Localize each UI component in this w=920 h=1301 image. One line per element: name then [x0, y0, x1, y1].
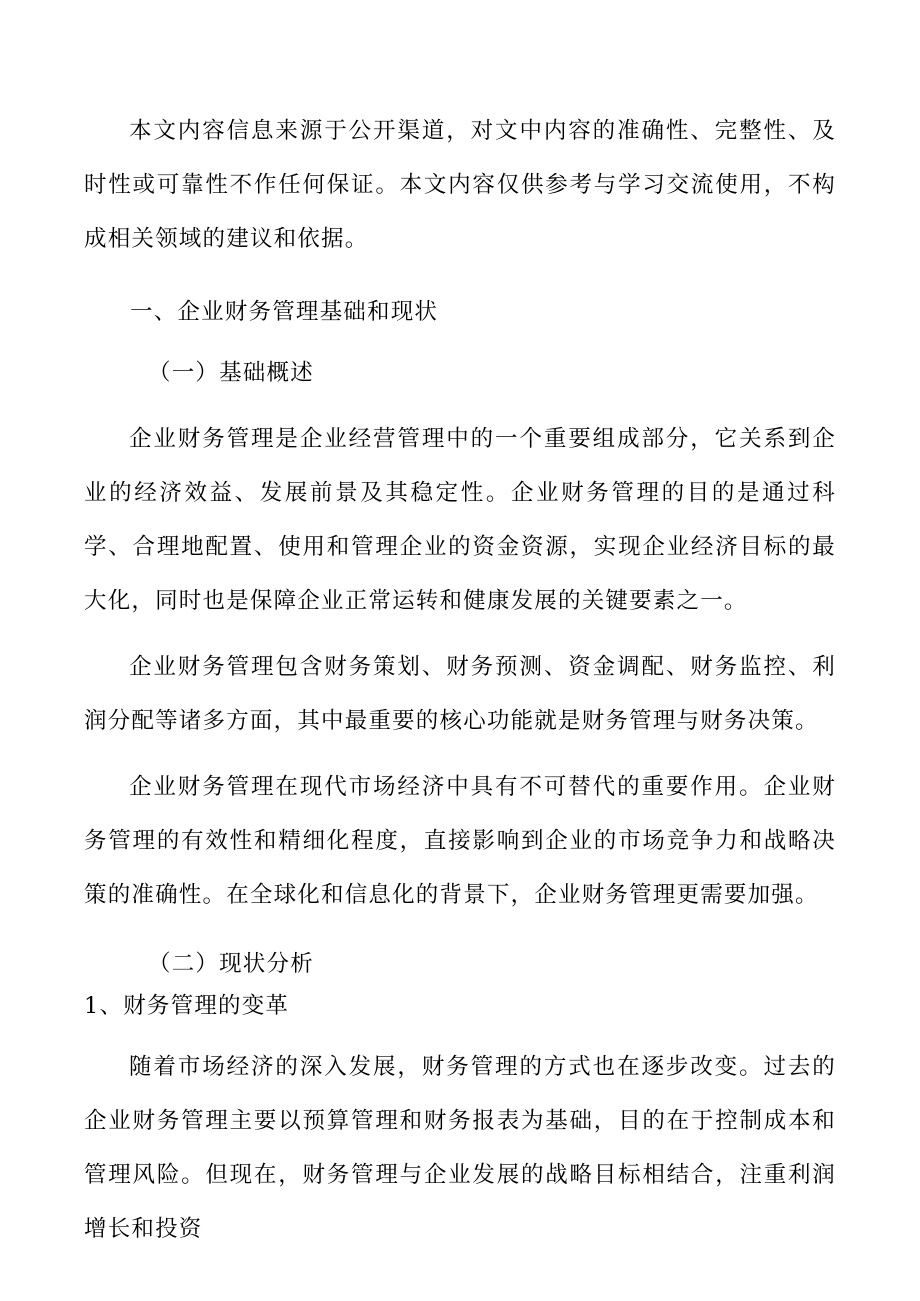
- body-paragraph: 企业财务管理在现代市场经济中具有不可替代的重要作用。企业财务管理的有效性和精细化程度，直接影响到企业的市场竞争力和战略决策的准确性。在全球化和信息化的背景下，企业财务管理更需要加强。: [84, 774, 836, 908]
- body-paragraph: 随着市场经济的深入发展，财务管理的方式也在逐步改变。过去的企业财务管理主要以预算管理和财务报表为基础，目的在于控制成本和管理风险。但现在，财务管理与企业发展的战略目标相结合，注重利润增长和投资: [84, 1054, 836, 1242]
- body-paragraph: 企业财务管理是企业经营管理中的一个重要组成部分，它关系到企业的经济效益、发展前景及其稳定性。企业财务管理的目的是通过科学、合理地配置、使用和管理企业的资金资源，实现企业经济目标的最大化，同时也是保障企业正常运转和健康发展的关键要素之一。: [84, 426, 836, 614]
- item-heading: 1、财务管理的变革: [84, 993, 290, 1019]
- subsection-heading: （一）基础概述: [148, 360, 314, 386]
- section-heading: 一、企业财务管理基础和现状: [130, 299, 439, 325]
- subsection-heading: （二）现状分析: [148, 951, 314, 977]
- document-page: [84, 104, 836, 1256]
- body-paragraph: 企业财务管理包含财务策划、财务预测、资金调配、财务监控、利润分配等诸多方面，其中最重要的核心功能就是财务管理与财务决策。: [84, 654, 836, 734]
- disclaimer-paragraph: 本文内容信息来源于公开渠道，对文中内容的准确性、完整性、及时性或可靠性不作任何保证。本文内容仅供参考与学习交流使用，不构成相关领域的建议和依据。: [84, 118, 836, 252]
